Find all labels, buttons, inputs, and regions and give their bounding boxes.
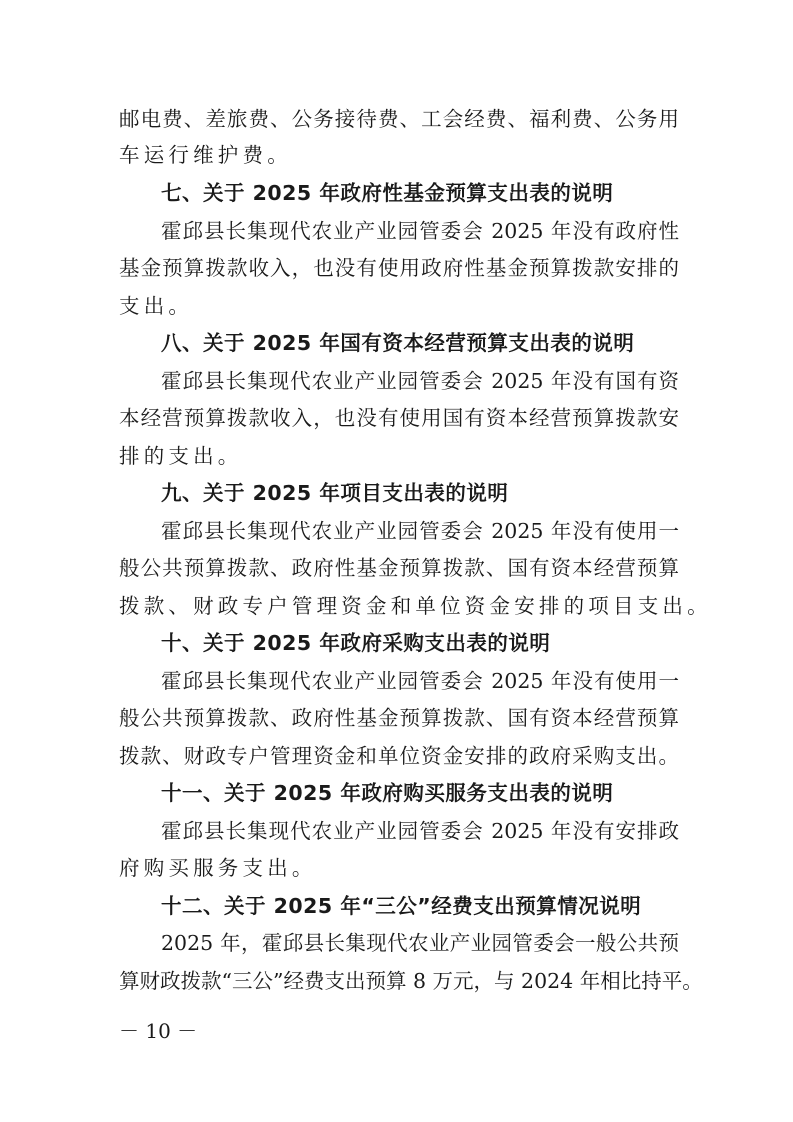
section-heading-8: 八、关于 2025 年国有资本经营预算支出表的说明 — [161, 331, 635, 355]
body-line: 般公共预算拨款、政府性基金预算拨款、国有资本经营预算 — [119, 556, 679, 580]
body-line: 霍邱县长集现代农业产业园管委会 2025 年没有国有资 — [161, 369, 679, 393]
section-heading-9: 九、关于 2025 年项目支出表的说明 — [161, 481, 509, 505]
section-heading-7: 七、关于 2025 年政府性基金预算支出表的说明 — [161, 181, 614, 205]
body-line: 霍邱县长集现代农业产业园管委会 2025 年没有使用一 — [161, 519, 679, 543]
page-number: － 10 － — [119, 1019, 198, 1043]
body-line: 般公共预算拨款、政府性基金预算拨款、国有资本经营预算 — [119, 706, 679, 730]
section-heading-11: 十一、关于 2025 年政府购买服务支出表的说明 — [161, 781, 614, 805]
body-line: 算财政拨款“三公”经费支出预算 8 万元，与 2024 年相比持平。 — [119, 969, 703, 993]
body-line: 霍邱县长集现代农业产业园管委会 2025 年没有安排政 — [161, 819, 679, 843]
body-line: 霍邱县长集现代农业产业园管委会 2025 年没有政府性 — [161, 219, 679, 243]
body-line: 排的支出。 — [119, 444, 243, 468]
body-line: 霍邱县长集现代农业产业园管委会 2025 年没有使用一 — [161, 669, 679, 693]
body-line: 2025 年，霍邱县长集现代农业产业园管委会一般公共预 — [161, 931, 679, 955]
section-heading-12: 十二、关于 2025 年“三公”经费支出预算情况说明 — [161, 894, 642, 918]
body-line: 拨款、财政专户管理资金和单位资金安排的项目支出。 — [119, 594, 712, 618]
body-line: 本经营预算拨款收入，也没有使用国有资本经营预算拨款安 — [119, 406, 679, 430]
section-heading-10: 十、关于 2025 年政府采购支出表的说明 — [161, 631, 551, 655]
body-line: 拨款、财政专户管理资金和单位资金安排的政府采购支出。 — [119, 744, 679, 768]
body-line: 邮电费、差旅费、公务接待费、工会经费、福利费、公务用 — [119, 107, 679, 131]
body-line: 府购买服务支出。 — [119, 856, 317, 880]
body-line: 基金预算拨款收入，也没有使用政府性基金预算拨款安排的 — [119, 256, 679, 280]
body-line: 车运行维护费。 — [119, 143, 292, 167]
body-line: 支出。 — [119, 294, 194, 318]
